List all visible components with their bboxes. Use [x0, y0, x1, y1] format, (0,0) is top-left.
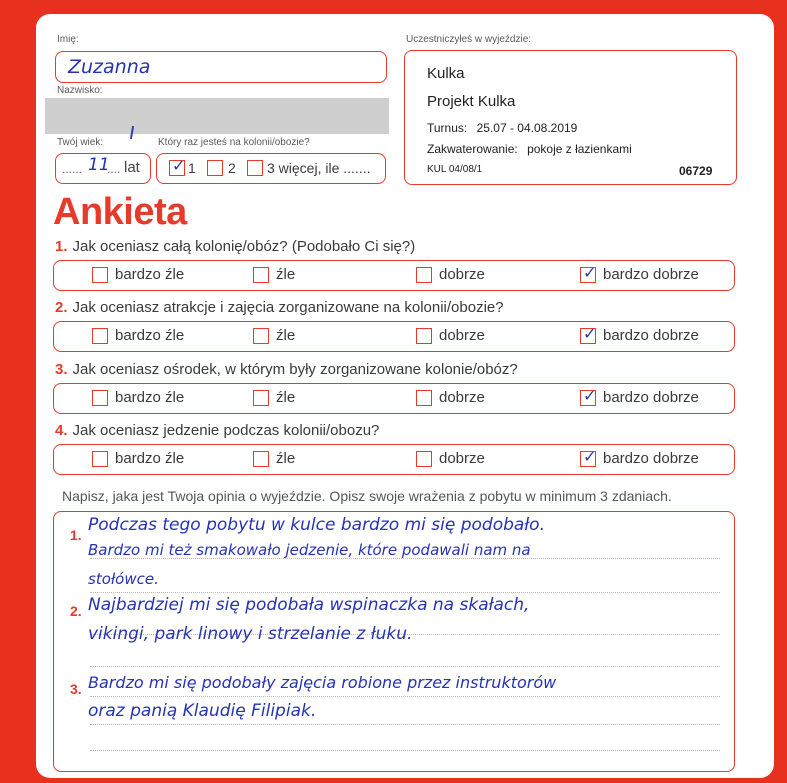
question-number: 4.: [55, 422, 68, 439]
question-3-option-4-checkbox[interactable]: [580, 386, 597, 406]
accommodation-row: [427, 142, 632, 156]
writing-line: [90, 724, 720, 725]
answer-2-line-2: vikingi, park linowy i strzelanie z łuku.: [88, 624, 413, 644]
option-label: bardzo źle: [115, 450, 185, 467]
times-option-3-label: 3 więcej, ile .......: [267, 160, 371, 176]
option-label: dobrze: [439, 266, 485, 283]
turnus-value: 25.07 - 04.08.2019: [476, 121, 578, 135]
question-2-option-4-checkbox[interactable]: [580, 324, 597, 344]
question-label: Jak oceniasz ośrodek, w którym były zorganizowane kolonie/obóz?: [72, 361, 518, 378]
option-label: źle: [276, 450, 296, 467]
opinion-prompt: Napisz, jaka jest Twoja opinia o wyjeździe. Opisz swoje wrażenia z pobytu w minimum 3 zdaniach.: [62, 488, 672, 504]
option-label: dobrze: [439, 450, 485, 467]
option-label: źle: [276, 266, 296, 283]
check-mark-icon: ✓: [583, 324, 597, 343]
question-4-option-4-checkbox[interactable]: [580, 447, 597, 467]
question-4-option-1-checkbox[interactable]: [92, 451, 108, 467]
answer-1-line-2: Bardzo mi też smakowało jedzenie, które podawali nam na: [88, 541, 531, 559]
accommodation-label: Zakwaterowanie:: [427, 142, 518, 156]
page-title: Ankieta: [53, 191, 187, 233]
option-label: bardzo dobrze: [603, 327, 699, 344]
question-2-option-2-checkbox[interactable]: [253, 328, 269, 344]
question-label: Jak oceniasz całą kolonię/obóz? (Podobało Ci się?): [72, 238, 416, 255]
times-option-1-label: 1: [188, 160, 196, 176]
age-dots-right: ....: [107, 162, 121, 176]
trip-project: Projekt Kulka: [427, 93, 516, 110]
turnus-label: Turnus:: [427, 121, 468, 135]
question-3-option-1-checkbox[interactable]: [92, 390, 108, 406]
writing-line: [90, 750, 720, 751]
question-3-text: [55, 361, 518, 378]
times-field: [156, 153, 386, 184]
trip-code: KUL 04/08/1: [427, 164, 483, 175]
first-name-label: Imię:: [57, 34, 79, 45]
question-4-option-2-checkbox[interactable]: [253, 451, 269, 467]
option-label: bardzo źle: [115, 389, 185, 406]
check-mark-icon: ✓: [583, 263, 597, 282]
option-label: źle: [276, 327, 296, 344]
question-1-option-1-checkbox[interactable]: [92, 267, 108, 283]
accommodation-value: pokoje z łazienkami: [527, 142, 632, 156]
question-2-option-1-checkbox[interactable]: [92, 328, 108, 344]
question-1-option-3-checkbox[interactable]: [416, 267, 432, 283]
surname-label: Nazwisko:: [57, 85, 103, 96]
surname-redacted-field: [45, 98, 389, 134]
question-label: Jak oceniasz atrakcje i zajęcia zorganizowane na kolonii/obozie?: [72, 299, 504, 316]
turnus-row: [427, 121, 577, 135]
answer-1-line-3: stołówce.: [88, 570, 159, 588]
answer-3-number: 3.: [70, 681, 82, 697]
check-mark-icon: ✓: [583, 447, 597, 466]
question-4-option-3-checkbox[interactable]: [416, 451, 432, 467]
question-label: Jak oceniasz jedzenie podczas kolonii/obozu?: [72, 422, 380, 439]
trip-info-box: [404, 50, 737, 185]
answer-2-number: 2.: [70, 603, 82, 619]
answer-3-line-1: Bardzo mi się podobały zajęcia robione przez instruktorów: [88, 673, 557, 692]
question-number: 1.: [55, 238, 68, 255]
times-option-2-checkbox[interactable]: [207, 160, 223, 176]
option-label: źle: [276, 389, 296, 406]
option-label: bardzo dobrze: [603, 266, 699, 283]
option-label: bardzo dobrze: [603, 389, 699, 406]
question-4-answers: [53, 444, 735, 475]
question-2-text: [55, 299, 504, 316]
question-3-answers: [53, 383, 735, 414]
age-dots-left: ......: [62, 162, 83, 176]
question-3-option-3-checkbox[interactable]: [416, 390, 432, 406]
option-label: bardzo źle: [115, 266, 185, 283]
question-1-answers: [53, 260, 735, 291]
question-number: 3.: [55, 361, 68, 378]
times-option-1-checkbox[interactable]: [169, 156, 186, 176]
trip-number: 06729: [679, 164, 713, 178]
writing-line: [90, 592, 720, 593]
opinion-box[interactable]: [53, 511, 735, 772]
times-option-3-checkbox[interactable]: [247, 160, 263, 176]
option-label: bardzo dobrze: [603, 450, 699, 467]
writing-line: [90, 696, 720, 697]
answer-1-number: 1.: [70, 527, 82, 543]
option-label: dobrze: [439, 327, 485, 344]
question-3-option-2-checkbox[interactable]: [253, 390, 269, 406]
first-name-value: Zuzanna: [68, 56, 151, 78]
question-2-answers: [53, 321, 735, 352]
answer-1-line-1: Podczas tego pobytu w kulce bardzo mi się podobało.: [88, 515, 545, 535]
question-1-option-2-checkbox[interactable]: [253, 267, 269, 283]
trip-name: Kulka: [427, 65, 465, 82]
participant-label: Uczestniczyłeś w wyjeździe:: [406, 34, 532, 45]
first-name-field[interactable]: [55, 51, 387, 83]
writing-line: [90, 666, 720, 667]
question-1-text: [55, 238, 415, 255]
age-value: 11: [88, 155, 110, 175]
survey-sheet: [36, 14, 774, 778]
times-label: Który raz jesteś na kolonii/obozie?: [158, 137, 310, 148]
check-mark-icon: ✓: [583, 386, 597, 405]
question-number: 2.: [55, 299, 68, 316]
question-4-text: [55, 422, 379, 439]
age-label: Twój wiek:: [57, 137, 104, 148]
check-mark-icon: ✓: [172, 156, 186, 175]
times-option-2-label: 2: [228, 160, 236, 176]
answer-3-line-2: oraz panią Klaudię Filipiak.: [88, 701, 317, 721]
option-label: bardzo źle: [115, 327, 185, 344]
answer-2-line-1: Najbardziej mi się podobała wspinaczka na skałach,: [88, 595, 530, 615]
age-field[interactable]: [55, 153, 151, 184]
question-2-option-3-checkbox[interactable]: [416, 328, 432, 344]
option-label: dobrze: [439, 389, 485, 406]
age-unit: lat: [124, 159, 140, 176]
question-1-option-4-checkbox[interactable]: [580, 263, 597, 283]
